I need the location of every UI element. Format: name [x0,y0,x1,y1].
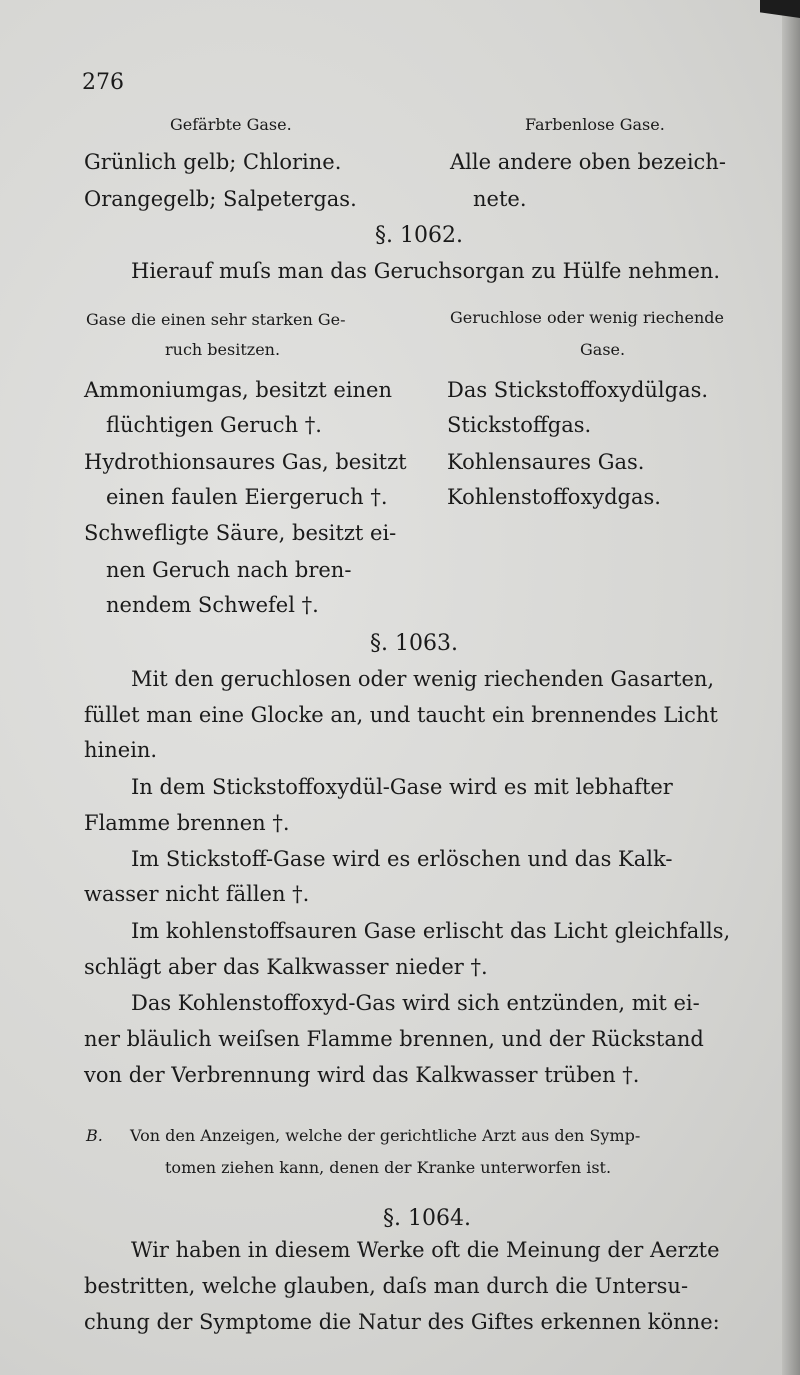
page-edge [782,0,800,1375]
table2-col2-row: Das Stickstoffoxydülgas. [447,378,709,402]
paragraph-line: von der Verbrennung wird das Kalkwasser trüben †. [84,1063,640,1087]
section-b-label: B. [86,1126,103,1145]
table2-col2-row: Kohlensaures Gas. [447,450,645,474]
table2-col2-row: Kohlenstoffoxydgas. [447,485,661,509]
table1-col1-header: Gefärbte Gase. [170,115,292,134]
paragraph-line: Das Kohlenstoffoxyd-Gas wird sich entzünden, mit ei- [131,991,700,1015]
table2-col2-row: Stickstoffgas. [447,413,592,437]
table2-col1-row: einen faulen Eiergeruch †. [106,485,388,509]
paragraph-line: Im kohlenstoffsauren Gase erlischt das Licht gleichfalls, [131,919,731,943]
table2-col1-row: nen Geruch nach bren- [106,558,352,582]
paragraph-line: wasser nicht fällen †. [84,882,310,906]
paragraph-line: ner bläulich weiſsen Flamme brennen, und der Rückstand [84,1027,704,1051]
table2-col1-header: ruch besitzen. [165,340,281,359]
table2-col1-row: flüchtigen Geruch †. [106,413,322,437]
section-b-title: tomen ziehen kann, denen der Kranke unterworfen ist. [165,1158,612,1177]
section-1062-text: Hierauf muſs man das Geruchsorgan zu Hülfe nehmen. [131,259,721,283]
table2-col2-header: Geruchlose oder wenig riechende [450,308,724,327]
paragraph-line: Wir haben in diesem Werke oft die Meinung der Aerzte [131,1238,720,1262]
paragraph-line: schlägt aber das Kalkwasser nieder †. [84,955,488,979]
paragraph-line: hinein. [84,738,158,762]
table2-col1-row: Ammoniumgas, besitzt einen [84,378,393,402]
section-heading-1063: §. 1063. [370,631,458,656]
section-heading-1064: §. 1064. [383,1206,471,1231]
paragraph-line: Mit den geruchlosen oder wenig riechenden Gasarten, [131,667,715,691]
table1-col1-row: Grünlich gelb; Chlorine. [84,150,342,174]
table2-col1-header: Gase die einen sehr starken Ge- [86,310,346,329]
table1-col1-row: Orangegelb; Salpetergas. [84,187,357,211]
paragraph-line: Im Stickstoff-Gase wird es erlöschen und das Kalk- [131,847,673,871]
paragraph-line: bestritten, welche glauben, daſs man durch die Untersu- [84,1274,689,1298]
page-corner [760,0,800,18]
paragraph-line: chung der Symptome die Natur des Giftes erkennen könne: [84,1310,720,1334]
table2-col2-header: Gase. [580,340,626,359]
paragraph-line: Flamme brennen †. [84,811,290,835]
table2-col1-row: Schwefligte Säure, besitzt ei- [84,521,397,545]
section-b-title: Von den Anzeigen, welche der gerichtliche Arzt aus den Symp- [130,1126,641,1145]
table2-col1-row: Hydrothionsaures Gas, besitzt [84,450,407,474]
page-number: 276 [82,70,124,95]
table1-col2-row: Alle andere oben bezeich- [450,150,726,174]
table1-col2-header: Farbenlose Gase. [525,115,665,134]
table2-col1-row: nendem Schwefel †. [106,593,319,617]
paragraph-line: In dem Stickstoffoxydül-Gase wird es mit lebhafter [131,775,673,799]
section-heading-1062: §. 1062. [375,223,463,248]
paragraph-line: füllet man eine Glocke an, und taucht ein brennendes Licht [84,703,718,727]
table1-col2-row: nete. [473,187,527,211]
